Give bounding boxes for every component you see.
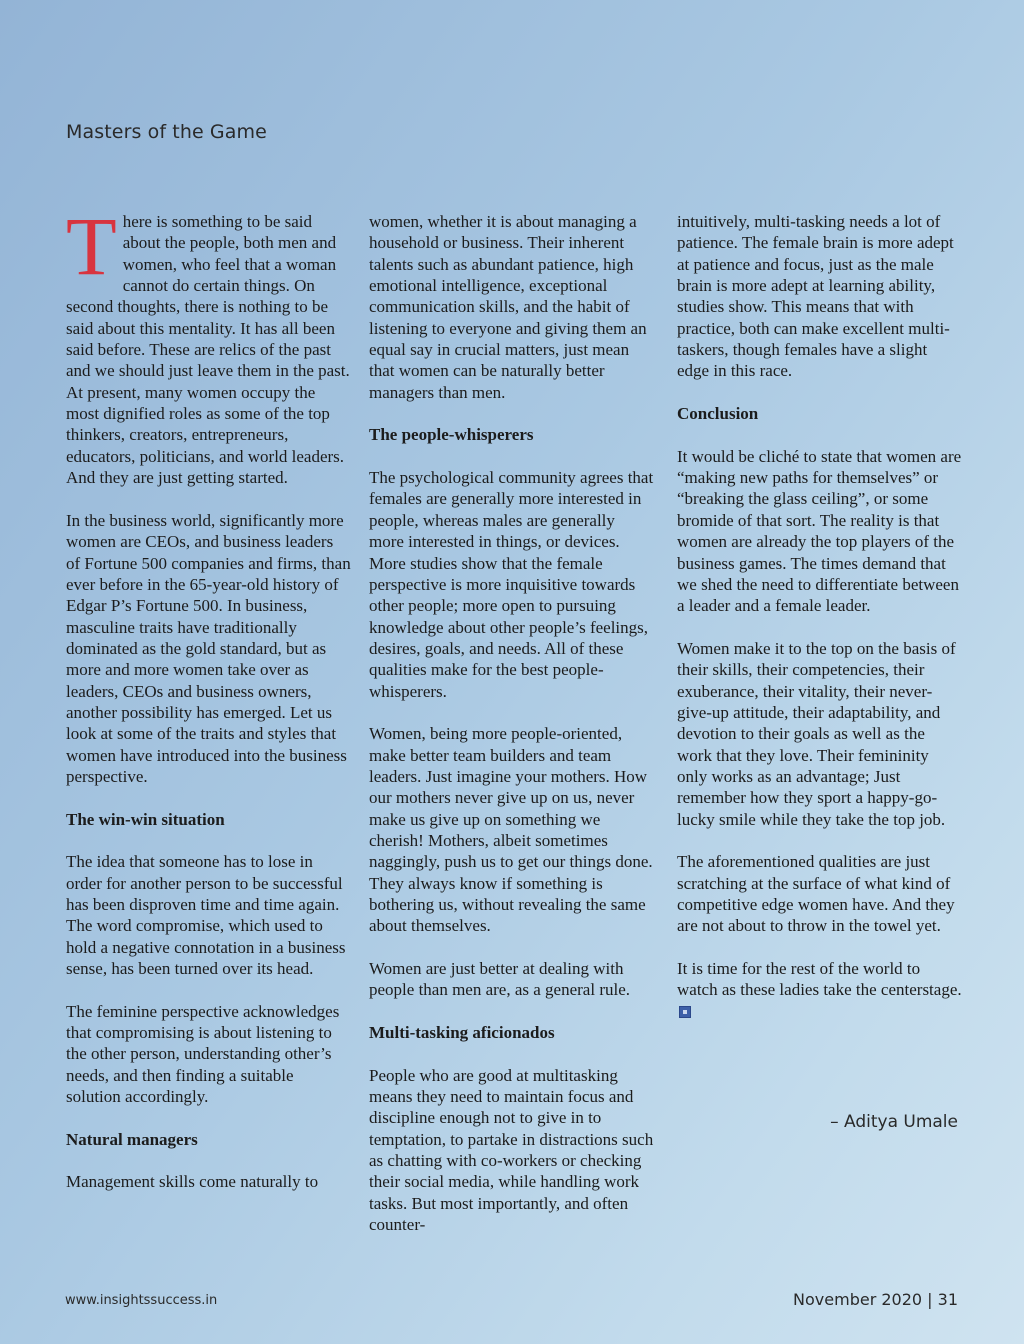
article-column-3	[677, 211, 962, 1043]
body-paragraph: Management skills come naturally to	[66, 1172, 319, 1192]
body-paragraph: Women are just better at dealing with people than men are, as a general rule.	[369, 959, 631, 1000]
article-end-icon	[679, 1006, 691, 1018]
body-paragraph: It would be cliché to state that women are “making new paths for themselves” or “breaking the glass ceiling”, or some bromide of that sort. The reality is that women are already the top players of the business games. The times demand that we shed the need to differentiate between a leader and a female leader.	[677, 446, 962, 616]
body-paragraph: Women, being more people-oriented, make better team builders and team leaders. Just imagine your mothers. How our mothers never give up on us, never make us give up on something we cherish! Mothers, albeit sometimes naggingly, push us to get our things done. They always know if something is bothering us, without revealing the same about themselves.	[369, 724, 653, 936]
body-paragraph: People who are good at multitasking means they need to maintain focus and discipline enough not to give in to temptation, to partake in distractions such as chatting with co-workers or checking their social media, while handling work tasks. But most importantly, and often counter-	[369, 1065, 654, 1235]
section-heading: Natural managers	[66, 1129, 198, 1149]
intro-paragraph-text: here is something to be said about the people, both men and women, who feel that a woman cannot do certain things. On second thoughts, there is nothing to be said about this mentality. It has all been said before. These are relics of the past and we should just leave them in the past. At present, many women occupy the most dignified roles as some of the top thinkers, creators, entrepreneurs, educators, politicians, and world leaders. And they are just getting started.	[66, 212, 350, 488]
author-byline: – Aditya Umale	[830, 1112, 958, 1132]
running-title: Masters of the Game	[66, 121, 267, 143]
footer-website-url[interactable]: www.insightssuccess.in	[65, 1293, 218, 1308]
body-paragraph: The feminine perspective acknowledges that compromising is about listening to the other person, understanding other’s needs, and then finding a suitable solution accordingly.	[66, 1001, 340, 1107]
body-paragraph: Women make it to the top on the basis of their skills, their competencies, their exuberance, their vitality, their never-give-up attitude, their adaptability, and devotion to their goals as well as the work that they love. Their femininity only works as an advantage; Just remember how they sport a happy-go-lucky smile while they take the top job.	[677, 638, 956, 829]
section-heading: Multi-tasking aficionados	[369, 1023, 555, 1043]
drop-cap: T	[66, 200, 117, 292]
body-paragraph: In the business world, significantly more women are CEOs, and business leaders of Fortune 500 companies and firms, than ever before in the 65-year-old history of Edgar P’s Fortune 500. In business, masculine traits have traditionally dominated as the gold standard, but as more and more women take over as leaders, CEOs and business owners, another possibility has emerged. Let us look at some of the traits and styles that women have introduced into the business perspective.	[66, 510, 351, 786]
article-column-1	[66, 200, 351, 1214]
section-heading: The win-win situation	[66, 809, 225, 829]
body-paragraph: The psychological community agrees that females are generally more interested in people, whereas males are generally more interested in things, or devices. More studies show that the female perspective is more inquisitive towards other people; more open to pursuing knowledge about other people’s feelings, desires, goals, and needs. All of these qualities make for the best people-whisperers.	[369, 468, 654, 701]
intro-paragraph	[66, 200, 351, 488]
closing-paragraph-text: It is time for the rest of the world to watch as these ladies take the centerstage.	[677, 959, 962, 1000]
closing-paragraph	[677, 958, 962, 1022]
section-heading: Conclusion	[677, 404, 759, 424]
body-paragraph: The idea that someone has to lose in order for another person to be successful has been disproven time and time again. The word compromise, which used to hold a negative connotation in a business sense, has been turned over its head.	[66, 852, 346, 979]
article-column-2	[369, 211, 654, 1257]
body-paragraph: intuitively, multi-tasking needs a lot of patience. The female brain is more adept at patience and focus, just as the male brain is more adept at learning ability, studies show. This means that with practice, both can make excellent multi-taskers, though females have a slight edge in this race.	[677, 212, 954, 381]
body-paragraph: women, whether it is about managing a household or business. Their inherent talents such as abundant patience, high emotional intelligence, exceptional communication skills, and the habit of listening to everyone and giving them an equal say in crucial matters, just mean that women can be naturally better managers than men.	[369, 212, 647, 402]
footer-issue-page-number: November 2020 | 31	[793, 1290, 958, 1309]
body-paragraph: The aforementioned qualities are just scratching at the surface of what kind of competitive edge women have. And they are not about to throw in the towel yet.	[677, 852, 955, 936]
section-heading: The people-whisperers	[369, 425, 534, 445]
